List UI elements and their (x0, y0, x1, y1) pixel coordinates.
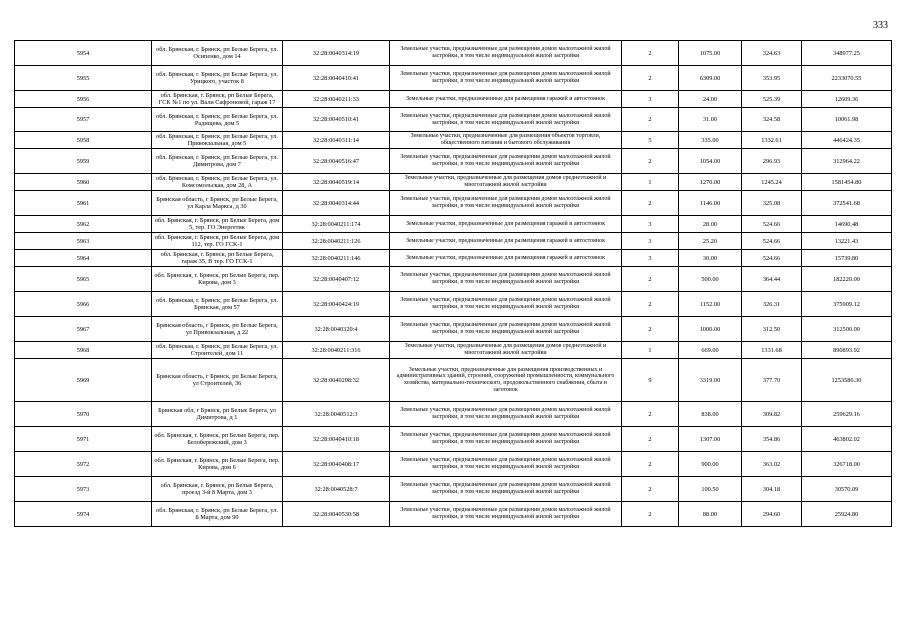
address-cell: обл. Брянская, г. Брянск, рп Белые Берега, ул. Урицкого, участок 8 (152, 66, 283, 91)
land-use-cell: Земельные участки, предназначенные для размещения домов малоэтажной жилой застройки, в том числе индивидуальной жилой застройки (390, 292, 622, 317)
area-cell: 25.20 (679, 233, 742, 250)
area-cell: 335.00 (679, 132, 742, 149)
address-cell: обл. Брянская, г. Брянск, рп Белые Берега, пер. Кирова, дом 3 (152, 267, 283, 292)
row-number: 5968 (15, 342, 152, 359)
group-cell: 2 (622, 502, 679, 527)
specific-value-cell: 524.66 (742, 233, 802, 250)
group-cell: 3 (622, 91, 679, 108)
cadastral-number-cell: 32:28:0040408:17 (283, 452, 390, 477)
group-cell: 2 (622, 292, 679, 317)
area-cell: 31.00 (679, 108, 742, 132)
area-cell: 30.00 (679, 250, 742, 267)
specific-value-cell: 304.18 (742, 477, 802, 502)
table-row (15, 191, 892, 216)
table-row (15, 233, 892, 250)
table-row (15, 216, 892, 233)
land-use-cell: Земельные участки, предназначенные для размещения домов малоэтажной жилой застройки, в том числе индивидуальной жилой застройки (390, 66, 622, 91)
specific-value-cell: 1245.24 (742, 174, 802, 191)
cadastral-value-cell: 375909.12 (802, 292, 892, 317)
group-cell: 5 (622, 132, 679, 149)
cadastral-number-cell: 32:28:0040516:47 (283, 149, 390, 174)
area-cell: 838.00 (679, 402, 742, 427)
group-cell: 3 (622, 250, 679, 267)
row-number: 5964 (15, 250, 152, 267)
table-row (15, 502, 892, 527)
row-number: 5967 (15, 317, 152, 342)
specific-value-cell: 324.58 (742, 108, 802, 132)
cadastral-number-cell: 32:28:0040208:32 (283, 359, 390, 402)
cadastral-value-cell: 312500.00 (802, 317, 892, 342)
area-cell: 1152.00 (679, 292, 742, 317)
table-row (15, 267, 892, 292)
specific-value-cell: 312.50 (742, 317, 802, 342)
address-cell: обл. Брянская, г. Брянск, рп Белые Берега, ул. Радищева, дом 5 (152, 108, 283, 132)
row-number: 5957 (15, 108, 152, 132)
table-row (15, 132, 892, 149)
area-cell: 24.00 (679, 91, 742, 108)
cadastral-value-cell: 446424.35 (802, 132, 892, 149)
table-row (15, 317, 892, 342)
specific-value-cell: 377.70 (742, 359, 802, 402)
group-cell: 2 (622, 267, 679, 292)
cadastral-value-cell: 463802.02 (802, 427, 892, 452)
cadastral-number-cell: 32:28:0040407:12 (283, 267, 390, 292)
table-row (15, 292, 892, 317)
group-cell: 1 (622, 342, 679, 359)
area-cell: 1146.00 (679, 191, 742, 216)
land-use-cell: Земельные участки, предназначенные для размещения домов малоэтажной жилой застройки, в том числе индивидуальной жилой застройки (390, 267, 622, 292)
area-cell: 6309.00 (679, 66, 742, 91)
row-number: 5958 (15, 132, 152, 149)
cadastral-number-cell: 32:28:0040410:41 (283, 66, 390, 91)
cadastral-value-cell: 1581454.80 (802, 174, 892, 191)
specific-value-cell: 294.60 (742, 502, 802, 527)
land-use-cell: Земельные участки, предназначенные для размещения гаражей и автостоянок (390, 233, 622, 250)
land-use-cell: Земельные участки, предназначенные для размещения производственных и административных зданий, строений, сооружений промышленности, коммунального хозяйства, материально-технического, продовольственного снабжения, сбыта и заготовок (390, 359, 622, 402)
cadastral-number-cell: 32:28:0040512:3 (283, 402, 390, 427)
table-row (15, 108, 892, 132)
cadastral-value-cell: 348977.25 (802, 41, 892, 66)
specific-value-cell: 524.66 (742, 216, 802, 233)
table-row (15, 359, 892, 402)
cadastral-number-cell: 32:28:0040510:41 (283, 108, 390, 132)
row-number: 5969 (15, 359, 152, 402)
specific-value-cell: 354.86 (742, 427, 802, 452)
cadastral-value-cell: 10061.98 (802, 108, 892, 132)
cadastral-number-cell: 32:28:0040519:14 (283, 174, 390, 191)
area-cell: 1075.00 (679, 41, 742, 66)
specific-value-cell: 353.95 (742, 66, 802, 91)
row-number: 5960 (15, 174, 152, 191)
specific-value-cell: 1331.68 (742, 342, 802, 359)
cadastral-value-cell: 2233070.55 (802, 66, 892, 91)
table-row (15, 427, 892, 452)
cadastral-number-cell: 32:28:0040211:146 (283, 250, 390, 267)
cadastral-number-cell: 32:28:0040314:44 (283, 191, 390, 216)
specific-value-cell: 309.82 (742, 402, 802, 427)
area-cell: 100.50 (679, 477, 742, 502)
address-cell: обл. Брянская, г. Брянск, рп Белые Берега, ул. Брянская, дом 57 (152, 292, 283, 317)
address-cell: обл. Брянская, г. Брянск, рп Белые Берега, ул. Строителей, дом 11 (152, 342, 283, 359)
cadastral-value-cell: 372541.68 (802, 191, 892, 216)
address-cell: обл. Брянская, г. Брянск, рп Белые Берега, ГСК №1 по ул. Вали Сафроновой, гараж 17 (152, 91, 283, 108)
address-cell: обл. Брянская, г. Брянск, рп Белые Берега, ул. Димитрова, дом 7 (152, 149, 283, 174)
cadastral-value-cell: 12609.36 (802, 91, 892, 108)
land-use-cell: Земельные участки, предназначенные для размещения домов малоэтажной жилой застройки, в том числе индивидуальной жилой застройки (390, 427, 622, 452)
table-row (15, 250, 892, 267)
cadastral-value-cell: 30570.09 (802, 477, 892, 502)
land-use-cell: Земельные участки, предназначенные для размещения домов среднеэтажной и многоэтажной жилой застройки (390, 174, 622, 191)
table-row (15, 452, 892, 477)
land-use-cell: Земельные участки, предназначенные для размещения гаражей и автостоянок (390, 91, 622, 108)
table-row (15, 41, 892, 66)
address-cell: обл. Брянская, г. Брянск, рп Белые Берега, ул. Осипенко, дом 14 (152, 41, 283, 66)
land-use-cell: Земельные участки, предназначенные для размещения домов малоэтажной жилой застройки, в том числе индивидуальной жилой застройки (390, 108, 622, 132)
group-cell: 2 (622, 317, 679, 342)
cadastral-number-cell: 32:28:0040314:19 (283, 41, 390, 66)
group-cell: 2 (622, 41, 679, 66)
group-cell: 2 (622, 108, 679, 132)
row-number: 5963 (15, 233, 152, 250)
specific-value-cell: 525.39 (742, 91, 802, 108)
page-number: 333 (873, 20, 888, 31)
area-cell: 1000.00 (679, 317, 742, 342)
cadastral-value-cell: 25924.80 (802, 502, 892, 527)
group-cell: 2 (622, 402, 679, 427)
cadastral-number-cell: 32:28:0040410:18 (283, 427, 390, 452)
area-cell: 900.00 (679, 452, 742, 477)
cadastral-number-cell: 32:28:0040311:14 (283, 132, 390, 149)
cadastral-number-cell: 32:28:0040320:4 (283, 317, 390, 342)
address-cell: обл. Брянская, г. Брянск, рп Белые Берега, дом 5, тер. ГО Энергетик (152, 216, 283, 233)
table-row (15, 174, 892, 191)
address-cell: обл. Брянская, г. Брянск, рп Белые Берега, пер. Кирова, дом 6 (152, 452, 283, 477)
row-number: 5959 (15, 149, 152, 174)
address-cell: обл. Брянская, г. Брянск, рп Белые Берега, гараж 35, В тер. ГО ГСК-1 (152, 250, 283, 267)
land-use-cell: Земельные участки, предназначенные для размещения домов малоэтажной жилой застройки, в том числе индивидуальной жилой застройки (390, 149, 622, 174)
land-use-cell: Земельные участки, предназначенные для размещения домов малоэтажной жилой застройки, в том числе индивидуальной жилой застройки (390, 41, 622, 66)
table-row (15, 91, 892, 108)
row-number: 5956 (15, 91, 152, 108)
table-row (15, 402, 892, 427)
cadastral-number-cell: 32:28:0040530:58 (283, 502, 390, 527)
area-cell: 1307.00 (679, 427, 742, 452)
table-row (15, 149, 892, 174)
address-cell: обл. Брянская, г. Брянск, рп Белые Берега, ул. 8 Марта, дом 90 (152, 502, 283, 527)
area-cell: 88.00 (679, 502, 742, 527)
cadastral-number-cell: 32:28:0040211:174 (283, 216, 390, 233)
specific-value-cell: 296.93 (742, 149, 802, 174)
row-number: 5971 (15, 427, 152, 452)
address-cell: Брянская область, г Брянск, рп Белые Берега, ул Карла Маркса, д 30 (152, 191, 283, 216)
row-number: 5974 (15, 502, 152, 527)
address-cell: Брянская область, г Брянск, рп Белые Берега, ул Привокзальная, д 22 (152, 317, 283, 342)
cadastral-value-cell: 15739.80 (802, 250, 892, 267)
group-cell: 2 (622, 427, 679, 452)
row-number: 5954 (15, 41, 152, 66)
cadastral-number-cell: 32:28:0040424:19 (283, 292, 390, 317)
cadastral-number-cell: 32:28:0040528:7 (283, 477, 390, 502)
address-cell: обл. Брянская, г. Брянск, рп Белые Берега, ул. Комсомольская, дом 28, А (152, 174, 283, 191)
group-cell: 3 (622, 233, 679, 250)
group-cell: 2 (622, 477, 679, 502)
area-cell: 3319.00 (679, 359, 742, 402)
row-number: 5961 (15, 191, 152, 216)
land-use-cell: Земельные участки, предназначенные для размещения домов среднеэтажной и многоэтажной жилой застройки (390, 342, 622, 359)
area-cell: 28.00 (679, 216, 742, 233)
cadastral-value-cell: 259629.16 (802, 402, 892, 427)
cadastral-value-cell: 182220.00 (802, 267, 892, 292)
specific-value-cell: 324.63 (742, 41, 802, 66)
specific-value-cell: 325.08 (742, 191, 802, 216)
land-use-cell: Земельные участки, предназначенные для размещения домов малоэтажной жилой застройки, в том числе индивидуальной жилой застройки (390, 191, 622, 216)
area-cell: 500.00 (679, 267, 742, 292)
group-cell: 2 (622, 149, 679, 174)
specific-value-cell: 326.31 (742, 292, 802, 317)
row-number: 5962 (15, 216, 152, 233)
group-cell: 2 (622, 452, 679, 477)
cadastral-value-cell: 890893.92 (802, 342, 892, 359)
cadastral-value-cell: 13221.43 (802, 233, 892, 250)
address-cell: обл. Брянская, г. Брянск, рп Белые Берега, дом 112, тер. ГО ГСК-1 (152, 233, 283, 250)
cadastral-number-cell: 32:28:0040211:316 (283, 342, 390, 359)
land-use-cell: Земельные участки, предназначенные для размещения домов малоэтажной жилой застройки, в том числе индивидуальной жилой застройки (390, 452, 622, 477)
group-cell: 2 (622, 66, 679, 91)
specific-value-cell: 524.66 (742, 250, 802, 267)
land-use-cell: Земельные участки, предназначенные для размещения гаражей и автостоянок (390, 216, 622, 233)
cadastral-value-cell: 312964.22 (802, 149, 892, 174)
area-cell: 669.00 (679, 342, 742, 359)
land-use-cell: Земельные участки, предназначенные для размещения объектов торговли, общественного питания и бытового обслуживания (390, 132, 622, 149)
address-cell: Брянская обл, г Брянск, рп Белые Берега, ул Димитрова, д 1 (152, 402, 283, 427)
specific-value-cell: 364.44 (742, 267, 802, 292)
cadastral-number-cell: 32:28:0040211:126 (283, 233, 390, 250)
address-cell: обл. Брянская, г. Брянск, рп Белые Берега, пер. Белобережский, дом 3 (152, 427, 283, 452)
row-number: 5955 (15, 66, 152, 91)
specific-value-cell: 1332.61 (742, 132, 802, 149)
row-number: 5970 (15, 402, 152, 427)
specific-value-cell: 363.02 (742, 452, 802, 477)
land-use-cell: Земельные участки, предназначенные для размещения домов малоэтажной жилой застройки, в том числе индивидуальной жилой застройки (390, 502, 622, 527)
table-row (15, 66, 892, 91)
land-use-cell: Земельные участки, предназначенные для размещения домов малоэтажной жилой застройки, в том числе индивидуальной жилой застройки (390, 402, 622, 427)
land-use-cell: Земельные участки, предназначенные для размещения гаражей и автостоянок (390, 250, 622, 267)
land-use-cell: Земельные участки, предназначенные для размещения домов малоэтажной жилой застройки, в том числе индивидуальной жилой застройки (390, 317, 622, 342)
address-cell: обл. Брянская, г. Брянск, рп Белые Берега, проезд 3-й 8 Марта, дом 3 (152, 477, 283, 502)
group-cell: 2 (622, 191, 679, 216)
cadastral-value-cell: 326718.00 (802, 452, 892, 477)
row-number: 5966 (15, 292, 152, 317)
row-number: 5972 (15, 452, 152, 477)
row-number: 5965 (15, 267, 152, 292)
area-cell: 1054.00 (679, 149, 742, 174)
address-cell: обл. Брянская, г. Брянск, рп Белые Берега, ул. Привокзальная, дом 5 (152, 132, 283, 149)
address-cell: Брянская область, г Брянск, рп Белые Берега, ул Строителей, 36 (152, 359, 283, 402)
cadastral-number-cell: 32:28:0040211:33 (283, 91, 390, 108)
table-row (15, 342, 892, 359)
row-number: 5973 (15, 477, 152, 502)
land-valuation-table (14, 40, 892, 527)
group-cell: 1 (622, 174, 679, 191)
cadastral-value-cell: 1253586.30 (802, 359, 892, 402)
area-cell: 1270.00 (679, 174, 742, 191)
land-use-cell: Земельные участки, предназначенные для размещения домов малоэтажной жилой застройки, в том числе индивидуальной жилой застройки (390, 477, 622, 502)
group-cell: 3 (622, 216, 679, 233)
group-cell: 9 (622, 359, 679, 402)
table-row (15, 477, 892, 502)
cadastral-value-cell: 14690.48 (802, 216, 892, 233)
